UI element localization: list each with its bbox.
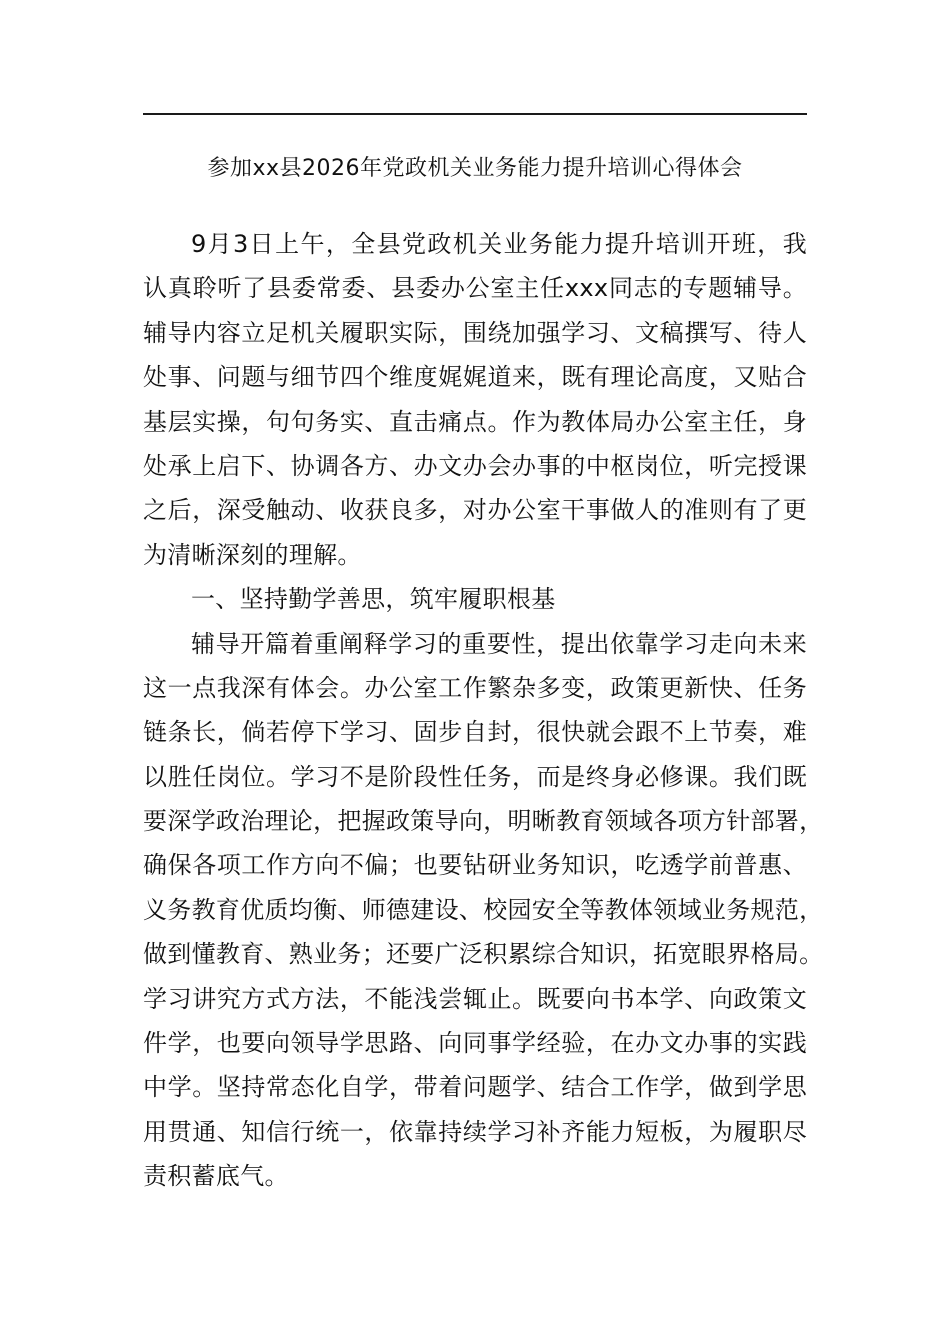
document-body (143, 222, 824, 1199)
paragraph-line: 以胜任岗位。学习不是阶段性任务，而是终身必修课。我们既 (143, 762, 807, 791)
paragraph-line: 义务教育优质均衡、师德建设、校园安全等教体领域业务规范， (143, 895, 824, 924)
paragraph-line: 基层实操，句句务实、直击痛点。作为教体局办公室主任，身 (143, 407, 807, 436)
paragraph-line: 中学。坚持常态化自学，带着问题学、结合工作学，做到学思 (143, 1073, 807, 1102)
paragraph-line: 用贯通、知信行统一，依靠持续学习补齐能力短板，为履职尽 (143, 1117, 807, 1146)
paragraph-line: 辅导开篇着重阐释学习的重要性，提出依靠学习走向未来 (191, 629, 807, 658)
paragraph-line: 要深学政治理论，把握政策导向，明晰教育领域各项方针部署， (143, 807, 824, 836)
paragraph-line: 处事、问题与细节四个维度娓娓道来，既有理论高度，又贴合 (143, 363, 807, 392)
paragraph-line: 处承上启下、协调各方、办文办会办事的中枢岗位，听完授课 (143, 451, 807, 480)
document-title: 参加xx县2026年党政机关业务能力提升培训心得体会 (207, 156, 743, 181)
paragraph-line: 责积蓄底气。 (143, 1162, 289, 1191)
paragraph-line: 为清晰深刻的理解。 (143, 540, 362, 569)
paragraph-line: 之后，深受触动、收获良多，对办公室干事做人的准则有了更 (143, 496, 807, 525)
paragraph-line: 链条长，倘若停下学习、固步自封，很快就会跟不上节奏，难 (143, 718, 807, 747)
paragraph-line: 9月3日上午，全县党政机关业务能力提升培训开班，我 (191, 230, 807, 258)
section-heading: 一、坚持勤学善思，筑牢履职根基 (191, 585, 556, 614)
paragraph-line: 学习讲究方式方法，不能浅尝辄止。既要向书本学、向政策文 (143, 984, 807, 1013)
paragraph-line: 辅导内容立足机关履职实际，围绕加强学习、文稿撰写、待人 (143, 318, 807, 347)
paragraph-line: 做到懂教育、熟业务；还要广泛积累综合知识，拓宽眼界格局。 (143, 940, 824, 969)
paragraph-line: 确保各项工作方向不偏；也要钻研业务知识，吃透学前普惠、 (143, 851, 807, 880)
paragraph-line: 件学，也要向领导学思路、向同事学经验，在办文办事的实践 (143, 1029, 807, 1058)
header-rule (143, 113, 807, 115)
paragraph-line: 这一点我深有体会。办公室工作繁杂多变，政策更新快、任务 (143, 673, 807, 702)
paragraph-line: 认真聆听了县委常委、县委办公室主任xxx同志的专题辅导。 (143, 274, 807, 303)
